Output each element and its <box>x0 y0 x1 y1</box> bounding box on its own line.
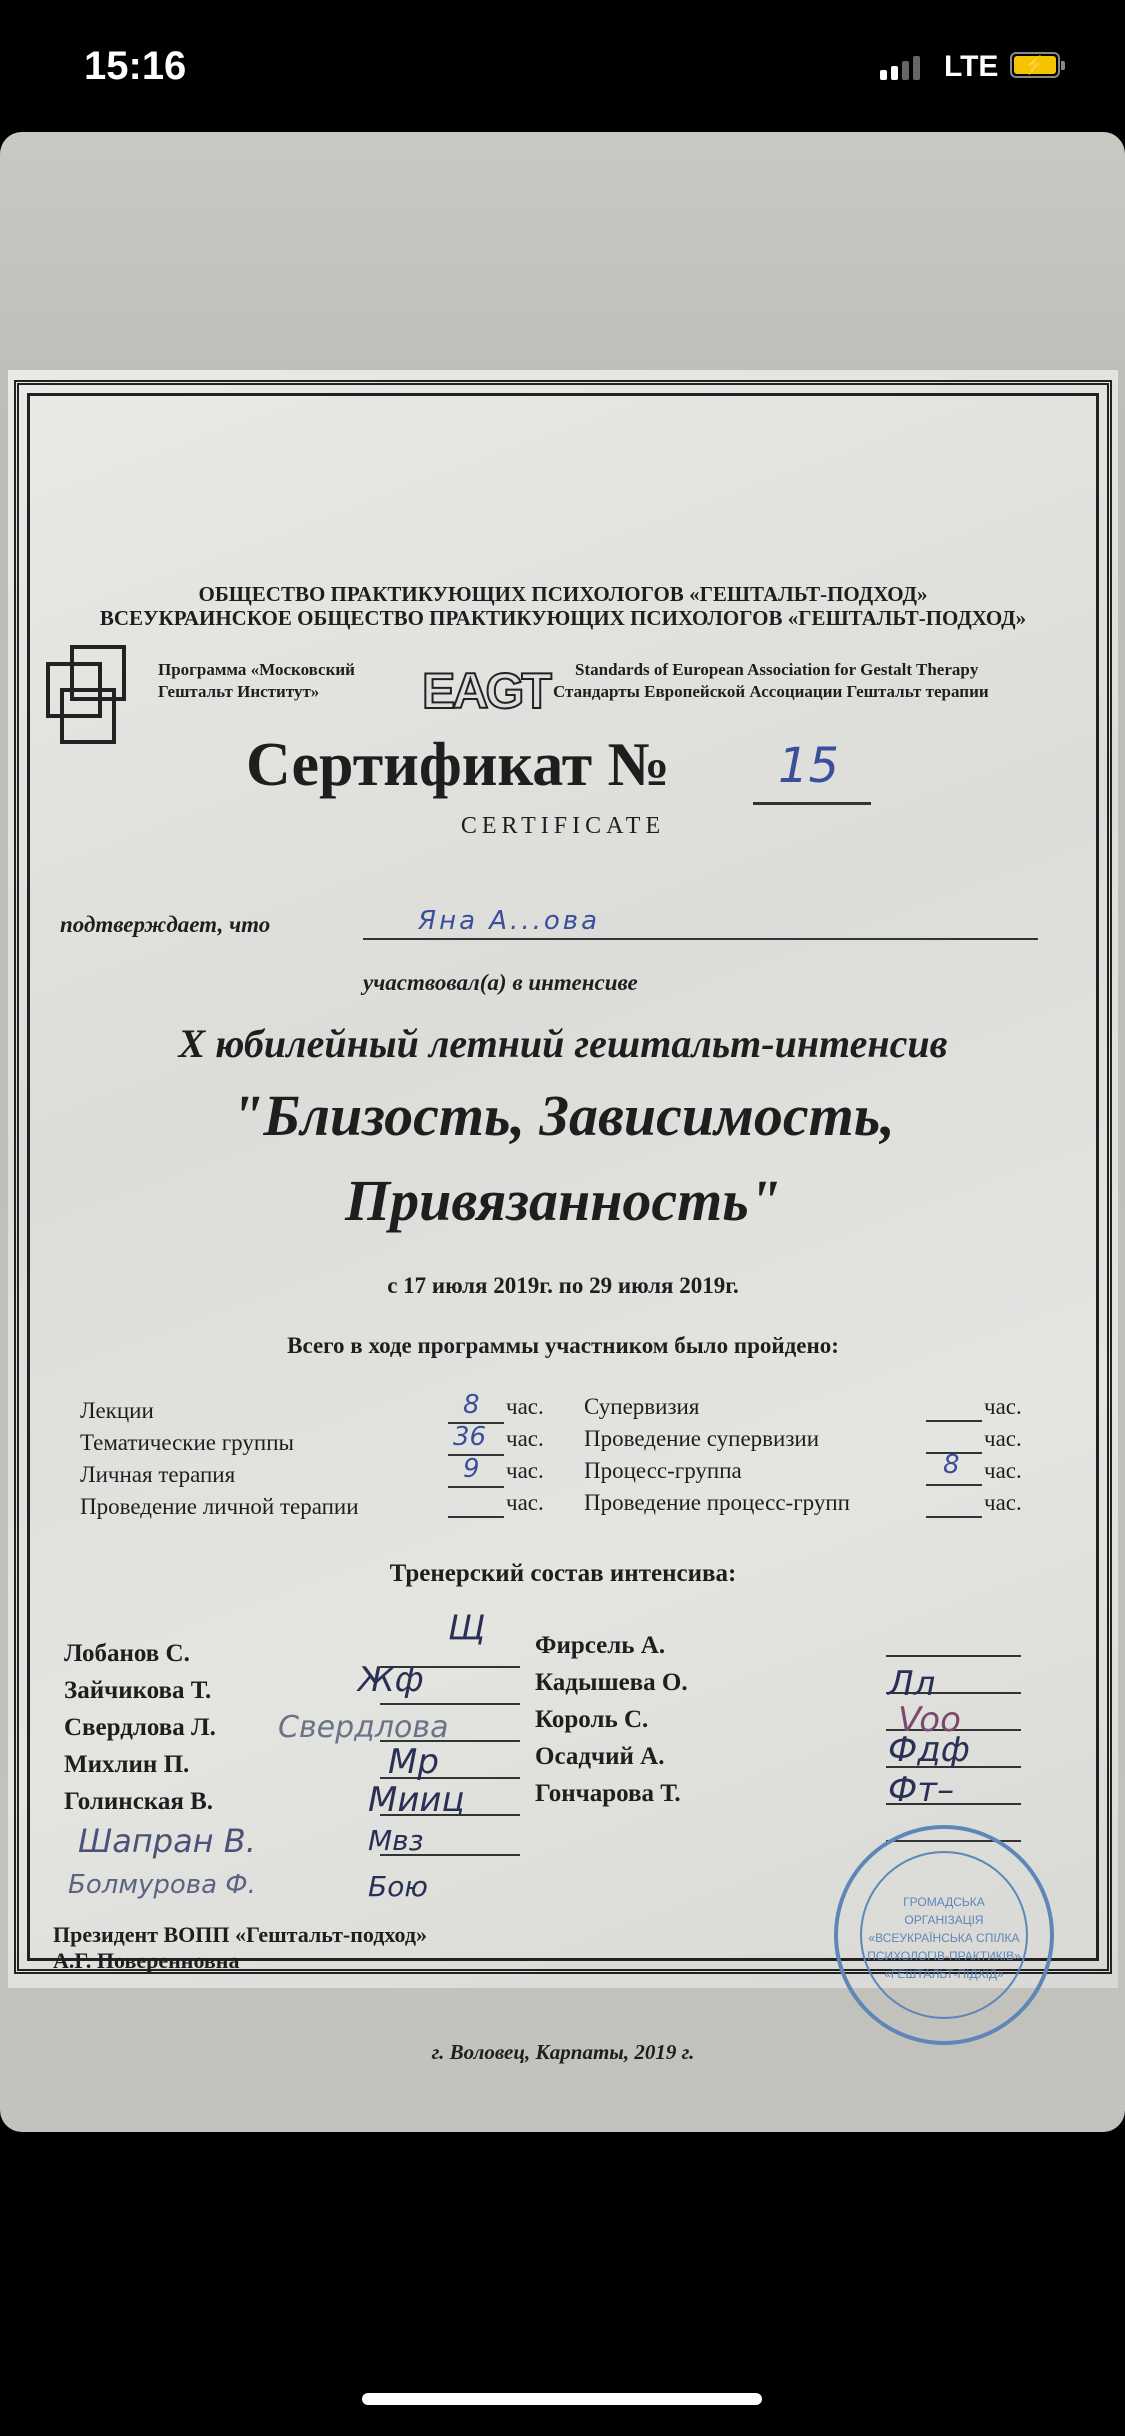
org-line-1: ОБЩЕСТВО ПРАКТИКУЮЩИХ ПСИХОЛОГОВ «ГЕШТАЛЬТ-ПОДХОД» <box>198 582 928 606</box>
signature-mark: Фт– <box>888 1770 955 1810</box>
trainer-name: Михлин П. <box>64 1751 190 1778</box>
event-dates: с 17 июля 2019г. по 29 июля 2019г. <box>387 1273 739 1298</box>
home-indicator[interactable] <box>362 2393 762 2405</box>
participant-name: Яна А...ова <box>418 906 601 936</box>
confirms-label: подтверждает, что <box>60 912 271 937</box>
stamp-text: ГРОМАДСЬКА ОРГАНІЗАЦІЯ «ВСЕУКРАЇНСЬКА СПІЛКА ПСИХОЛОГІВ-ПРАКТИКІВ» «ГЕШТАЛЬТ-ПІДХІД» <box>860 1851 1028 2019</box>
certificate-title: Сертификат № <box>246 731 670 799</box>
organization-stamp <box>834 1825 1054 2045</box>
org-line-2: ВСЕУКРАИНСКОЕ ОБЩЕСТВО ПРАКТИКУЮЩИХ ПСИХОЛОГОВ «ГЕШТАЛЬТ-ПОДХОД» <box>99 606 1027 630</box>
trainer-name: Фирсель А. <box>535 1632 666 1659</box>
signature-mark: Лл <box>888 1664 936 1704</box>
trainer-name: Кадышева О. <box>535 1669 688 1696</box>
number-underline <box>753 802 871 805</box>
battery-charging-icon: ⚡ <box>1010 52 1060 78</box>
trainer-name: Гончарова Т. <box>535 1780 681 1807</box>
hours-unit: час. <box>506 1458 544 1483</box>
standards-en: Standards of European Association for Gestalt Therapy <box>575 660 979 679</box>
hours-label: Проведение супервизии <box>584 1426 820 1451</box>
president-line-2: А.Г. Поверенновна <box>53 1948 240 1973</box>
certificate-photo <box>0 132 1125 2132</box>
status-bar <box>0 0 1125 130</box>
signature-mark: Фдф <box>888 1730 970 1770</box>
hours-blank <box>926 1484 982 1486</box>
signature-mark: Мииц <box>368 1780 465 1820</box>
hours-label: Тематические группы <box>80 1430 294 1455</box>
certificate-subtitle: CERTIFICATE <box>460 813 666 839</box>
hours-label: Проведение личной терапии <box>80 1494 359 1519</box>
signature-mark: Voo <box>898 1700 961 1740</box>
hours-unit: час. <box>506 1490 544 1515</box>
trainer-name: Голинская В. <box>64 1788 214 1815</box>
hours-value: 8 <box>463 1390 480 1420</box>
hours-label: Личная терапия <box>80 1462 236 1487</box>
place-and-year: г. Воловец, Карпаты, 2019 г. <box>431 2040 695 2064</box>
hours-blank <box>448 1516 504 1518</box>
certificate-number: 15 <box>778 738 840 794</box>
hours-blank <box>448 1486 504 1488</box>
signature-mark: Жф <box>358 1660 424 1700</box>
handwritten-trainer: Шапран В. <box>78 1822 256 1860</box>
name-underline <box>363 938 1038 940</box>
status-time: 15:16 <box>84 44 187 88</box>
signature-mark: Щ <box>448 1608 486 1648</box>
hours-value: 9 <box>463 1454 480 1484</box>
hours-label: Супервизия <box>584 1394 700 1419</box>
signature-line <box>886 1655 1021 1657</box>
hours-value: 8 <box>943 1450 960 1480</box>
hours-label: Лекции <box>80 1398 154 1423</box>
signature-mark: Бою <box>368 1870 428 1903</box>
handwritten-trainer: Болмурова Ф. <box>68 1870 256 1900</box>
hours-label: Проведение процесс-групп <box>584 1490 850 1515</box>
signature-mark: Мвз <box>368 1824 424 1857</box>
signature-mark: Мр <box>388 1742 439 1782</box>
hours-value: 36 <box>453 1422 487 1452</box>
event-line-2: "Близость, Зависимость, <box>231 1083 895 1148</box>
hours-blank <box>926 1420 982 1422</box>
hours-blank <box>926 1516 982 1518</box>
trainer-name: Король С. <box>535 1706 649 1733</box>
certificate-paper <box>8 370 1118 2064</box>
trainer-name: Зайчикова Т. <box>64 1677 212 1704</box>
standards-ru: Стандарты Европейской Ассоциации Гештальт терапии <box>553 682 989 701</box>
signature-sverdlova: Свердлова <box>278 1710 449 1745</box>
hours-unit: час. <box>984 1490 1022 1515</box>
participated-label: участвовал(а) в интенсиве <box>363 970 638 995</box>
program-line-1: Программа «Московский <box>158 660 355 679</box>
president-line-1: Президент ВОПП «Гештальт-подход» <box>53 1922 428 1947</box>
trainer-name: Свердлова Л. <box>64 1714 216 1741</box>
hours-unit: час. <box>506 1394 544 1419</box>
network-type: LTE <box>944 50 999 83</box>
program-line-2: Гештальт Институт» <box>158 682 320 701</box>
hours-unit: час. <box>984 1394 1022 1419</box>
hours-unit: час. <box>984 1458 1022 1483</box>
trainer-name: Осадчий А. <box>535 1743 665 1770</box>
event-line-1: X юбилейный летний гештальт-интенсив <box>178 1021 948 1066</box>
trainer-name: Лобанов С. <box>64 1640 190 1667</box>
trainers-title: Тренерский состав интенсива: <box>389 1560 737 1587</box>
total-label: Всего в ходе программы участником было пройдено: <box>287 1333 839 1358</box>
event-line-3: Привязанность" <box>345 1168 781 1233</box>
signal-icon <box>880 56 920 80</box>
hours-label: Процесс-группа <box>584 1458 742 1483</box>
signature-line <box>380 1703 520 1705</box>
eagt-logo: EAGT <box>422 663 549 719</box>
hours-unit: час. <box>506 1426 544 1451</box>
hours-unit: час. <box>984 1426 1022 1451</box>
